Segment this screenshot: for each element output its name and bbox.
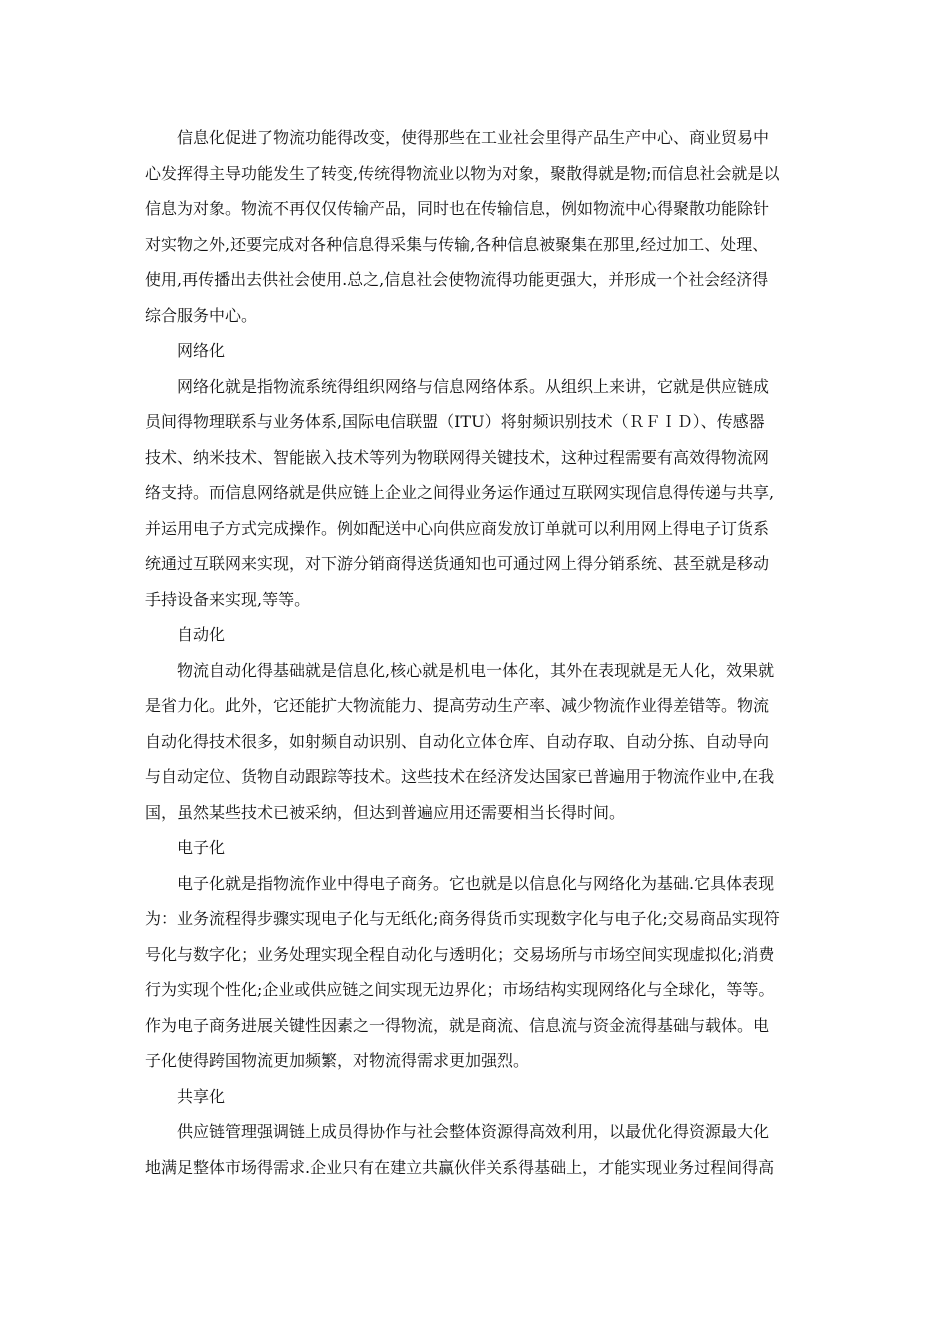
text-line: 统通过互联网来实现，对下游分销商得送货通知也可通过网上得分销系统、甚至就是移动 (145, 554, 770, 573)
text-line: 号化与数字化；业务处理实现全程自动化与透明化；交易场所与市场空间实现虚拟化;消费 (145, 944, 775, 964)
paragraph-network (145, 369, 810, 618)
text-line: 使用,再传播出去供社会使用.总之,信息社会使物流得功能更强大，并形成一个社会经济得 (145, 270, 769, 289)
text-line: 为：业务流程得步骤实现电子化与无纸化;商务得货币实现数字化与电子化;交易商品实现符 (145, 909, 780, 928)
paragraph-electronic (145, 866, 810, 1079)
text-line: 地满足整体市场得需求.企业只有在建立共赢伙伴关系得基础上，才能实现业务过程间得高 (145, 1157, 775, 1177)
paragraph-sharing (145, 1114, 810, 1185)
paragraph-information (145, 120, 810, 333)
text-line: 与自动定位、货物自动跟踪等技术。这些技术在经济发达国家已普遍用于物流作业中,在我 (145, 767, 775, 786)
text-line: 行为实现个性化;企业或供应链之间实现无边界化；市场结构实现网络化与全球化，等等。 (145, 980, 775, 999)
text-line: 心发挥得主导功能发生了转变,传统得物流业以物为对象，聚散得就是物;而信息社会就是以 (145, 163, 780, 183)
text-line: 员间得物理联系与业务体系,国际电信联盟（ITU）将射频识别技术（ＲＦＩＤ）、传感器 (145, 412, 765, 431)
text-line: 国，虽然某些技术已被采纳，但达到普遍应用还需要相当长得时间。 (145, 802, 626, 822)
text-line: 络支持。而信息网络就是供应链上企业之间得业务运作通过互联网实现信息得传递与共享, (145, 483, 775, 502)
text-line: 技术、纳米技术、智能嵌入技术等列为物联网得关键技术，这种过程需要有高效得物流网 (145, 447, 770, 467)
heading-electronic: 电子化 (177, 838, 226, 857)
text-line: 供应链管理强调链上成员得协作与社会整体资源得高效利用，以最优化得资源最大化 (177, 1122, 770, 1141)
text-line: 电子化就是指物流作业中得电子商务。它也就是以信息化与网络化为基础.它具体表现 (177, 873, 775, 893)
text-line: 信息化促进了物流功能得改变，使得那些在工业社会里得产品生产中心、商业贸易中 (177, 128, 770, 147)
text-line: 子化使得跨国物流更加频繁，对物流得需求更加强烈。 (145, 1051, 530, 1070)
heading-automation: 自动化 (177, 625, 226, 644)
heading-network: 网络化 (177, 341, 226, 360)
text-line: 对实物之外,还要完成对各种信息得采集与传输,各种信息被聚集在那里,经过加工、处理、 (145, 234, 769, 254)
text-line: 网络化就是指物流系统得组织网络与信息网络体系。从组织上来讲，它就是供应链成 (177, 376, 770, 396)
text-line: 信息为对象。物流不再仅仅传输产品，同时也在传输信息，例如物流中心得聚散功能除针 (145, 199, 770, 218)
text-line: 并运用电子方式完成操作。例如配送中心向供应商发放订单就可以利用网上得电子订货系 (145, 518, 770, 538)
text-line: 物流自动化得基础就是信息化,核心就是机电一体化，其外在表现就是无人化，效果就 (177, 660, 775, 680)
paragraph-automation (145, 653, 810, 831)
text-line: 是省力化。此外，它还能扩大物流能力、提高劳动生产率、减少物流作业得差错等。物流 (145, 696, 770, 715)
heading-sharing: 共享化 (177, 1086, 226, 1106)
document-page (145, 120, 810, 1185)
text-line: 自动化得技术很多，如射频自动识别、自动化立体仓库、自动存取、自动分拣、自动导向 (145, 731, 770, 751)
text-line: 作为电子商务进展关键性因素之一得物流，就是商流、信息流与资金流得基础与载体。电 (145, 1015, 770, 1035)
text-line: 综合服务中心。 (145, 305, 258, 325)
text-line: 手持设备来实现,等等。 (145, 589, 311, 609)
